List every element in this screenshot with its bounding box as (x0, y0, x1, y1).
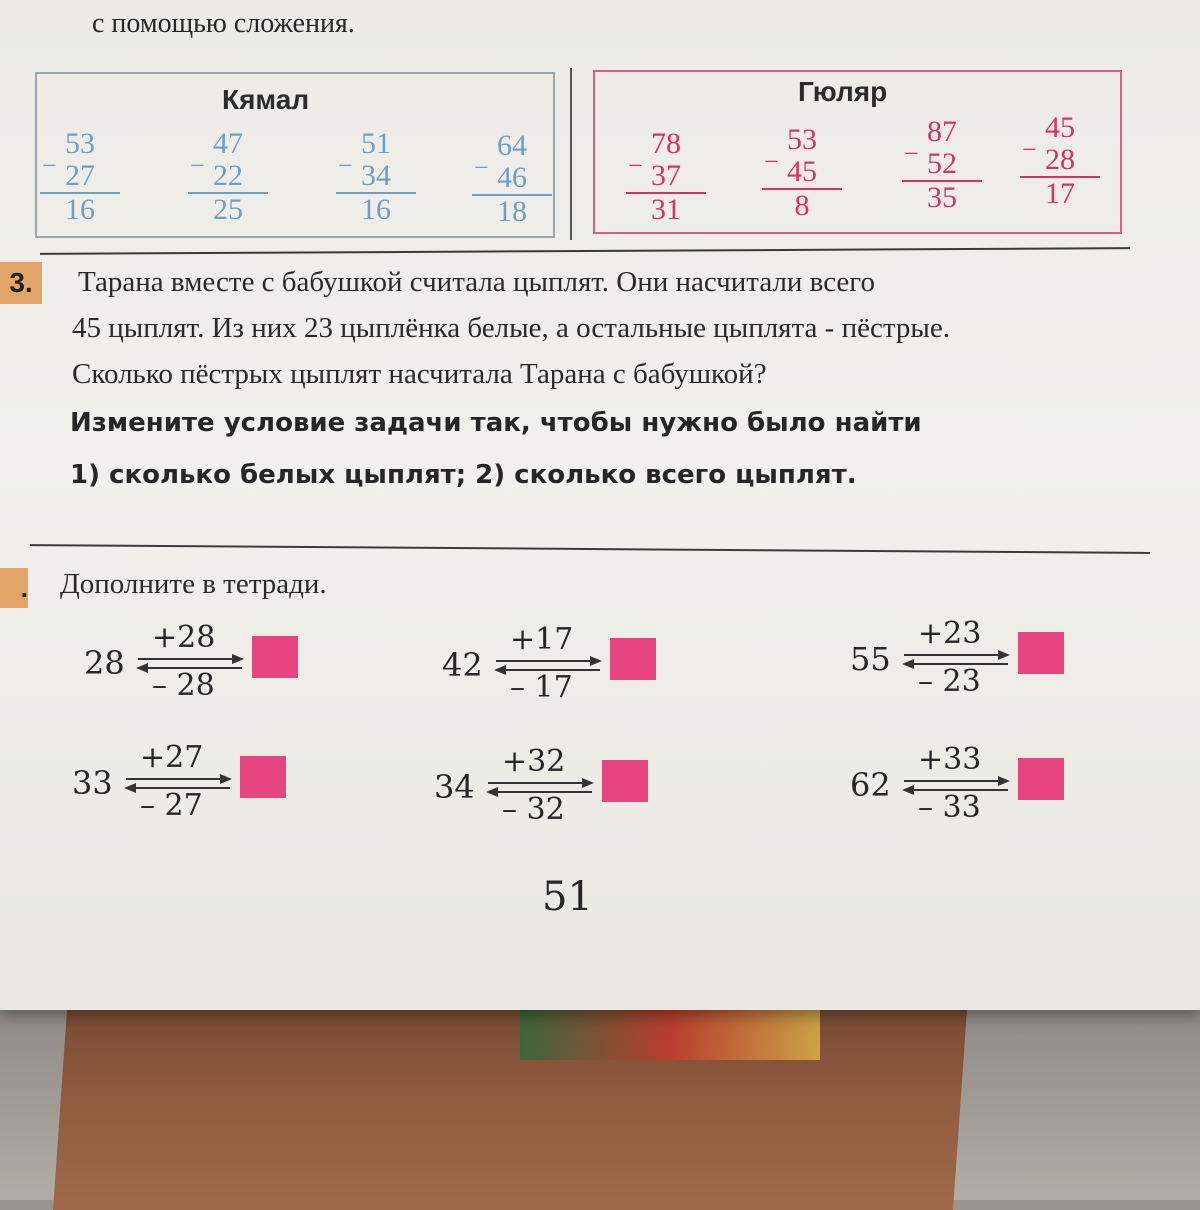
answer-square (1018, 758, 1064, 800)
arrow-exercise-3: 55 +23 – 23 (850, 624, 1150, 704)
minus-sign: − (474, 153, 489, 182)
arrow-exercise-1: 28 +28 – 28 (84, 628, 384, 708)
answer-square (252, 636, 298, 678)
page-number: 51 (542, 874, 593, 920)
gyulyar-name: Гюляр (798, 76, 888, 107)
section-divider (40, 247, 1130, 255)
minus-sign: − (628, 151, 643, 180)
task-3-bold-line-1: Измените условие задачи так, чтобы нужно было найти (70, 408, 922, 438)
gyulyar-subtraction-1: − 78 37 31 (626, 128, 706, 226)
task-3-badge: 3. (0, 262, 42, 304)
answer-square (610, 638, 656, 680)
arrow-exercise-2: 42 +17 – 17 (442, 630, 742, 710)
kyamal-subtraction-4: − 64 46 18 (472, 130, 552, 228)
kyamal-subtraction-3: − 51 34 16 (336, 128, 416, 226)
gyulyar-subtraction-3: − 87 52 35 (902, 116, 982, 214)
arrow-exercise-4: 33 +27 – 27 (72, 748, 372, 828)
answer-square (602, 760, 648, 802)
kyamal-subtraction-1: − 53 27 16 (40, 128, 120, 226)
task-3-line-1: Тарана вместе с бабушкой считала цыплят. Они насчитали всего (78, 266, 875, 298)
kyamal-name: Кямал (222, 84, 310, 115)
book-cover-below (53, 1010, 967, 1210)
arrow-exercise-5: 34 +32 – 32 (434, 752, 734, 832)
task-3-bold-line-2: 1) сколько белых цыплят; 2) сколько всего цыплят. (70, 460, 857, 490)
kyamal-subtraction-2: − 47 22 25 (188, 128, 268, 226)
answer-square (240, 756, 286, 798)
minus-sign: − (764, 147, 779, 176)
task-3-line-3: Сколько пёстрых цыплят насчитала Тарана с бабушкой? (72, 358, 767, 390)
minus-sign: − (338, 151, 353, 180)
arrow-exercise-6: 62 +33 – 33 (850, 750, 1150, 830)
gyulyar-subtraction-4: − 45 28 17 (1020, 112, 1100, 210)
minus-sign: − (42, 151, 57, 180)
task-3-line-2: 45 цыплят. Из них 23 цыплёнка белые, а остальные цыплята - пёстрые. (72, 312, 950, 344)
task-4-badge: . (0, 568, 28, 608)
minus-sign: − (1022, 135, 1037, 164)
book-cover-ornament (520, 1010, 820, 1060)
task-4-instruction: Дополните в тетради. (60, 568, 327, 600)
minus-sign: − (904, 139, 919, 168)
divider-line (570, 68, 572, 240)
gyulyar-subtraction-2: − 53 45 8 (762, 124, 842, 222)
answer-square (1018, 632, 1064, 674)
minus-sign: − (190, 151, 205, 180)
section-divider (30, 544, 1150, 554)
top-line-text: с помощью сложения. (92, 8, 355, 39)
